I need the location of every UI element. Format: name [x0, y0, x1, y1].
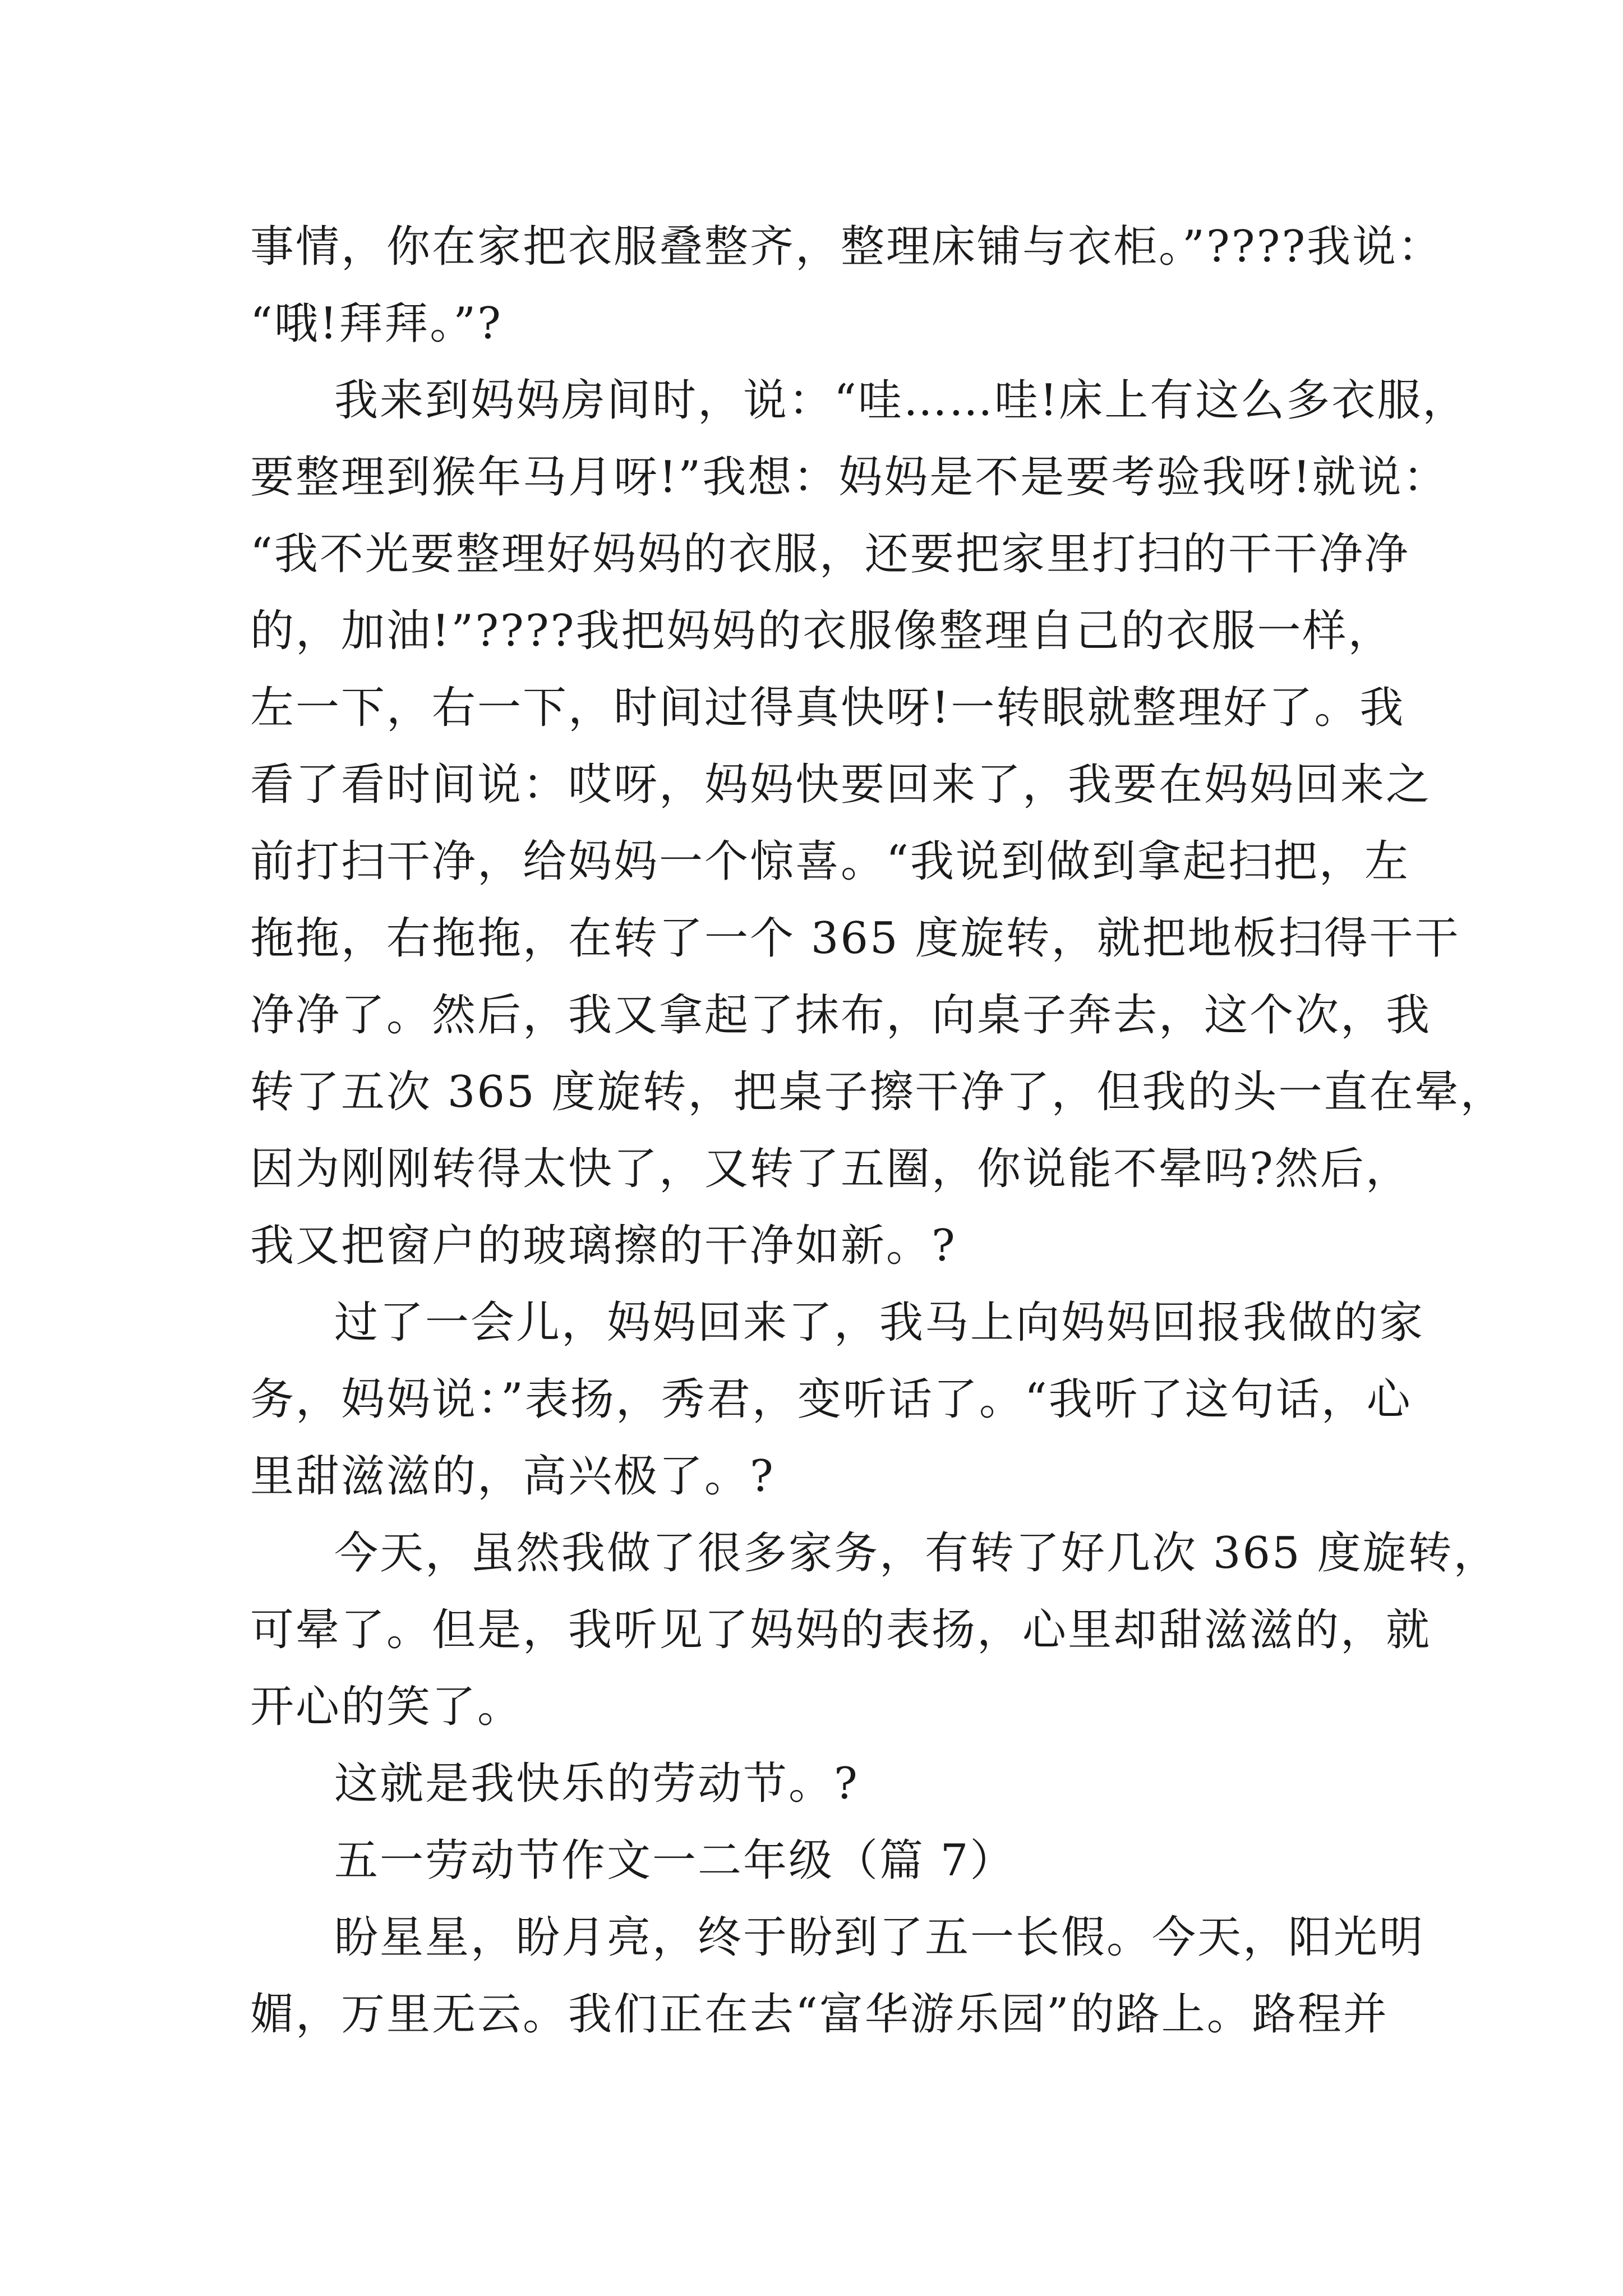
document-body: [250, 209, 1506, 2053]
text-line: 左一下，右一下，时间过得真快呀!一转眼就整理好了。我: [250, 683, 1405, 733]
text-line: 的，加油!”????我把妈妈的衣服像整理自己的衣服一样，: [250, 606, 1394, 656]
text-line: “我不光要整理好妈妈的衣服，还要把家里打扫的干干净净: [250, 529, 1410, 579]
text-line: 净净了。然后，我又拿起了抹布，向桌子奔去，这个次，我: [250, 990, 1432, 1041]
text-line: 媚，万里无云。我们正在去“富华游乐园”的路上。路程并: [250, 1989, 1389, 2040]
text-line: 可晕了。但是，我听见了妈妈的表扬，心里却甜滋滋的，就: [250, 1605, 1432, 1655]
text-line: 这就是我快乐的劳动节。?: [334, 1759, 859, 1809]
text-line: 看了看时间说：哎呀，妈妈快要回来了，我要在妈妈回来之: [250, 760, 1432, 810]
text-line: 拖拖，右拖拖，在转了一个 365 度旋转，就把地板扫得干干: [250, 913, 1460, 964]
text-line: 我又把窗户的玻璃擦的干净如新。?: [250, 1221, 957, 1271]
text-line: 因为刚刚转得太快了，又转了五圈，你说能不晕吗?然后，: [250, 1144, 1411, 1194]
text-line: 事情，你在家把衣服叠整齐，整理床铺与衣柜。”????我说：: [250, 222, 1444, 272]
text-line: 过了一会儿，妈妈回来了，我马上向妈妈回报我做的家: [334, 1297, 1425, 1348]
text-line: 前打扫干净，给妈妈一个惊喜。“我说到做到拿起扫把，左: [250, 836, 1410, 887]
text-line: 转了五次 365 度旋转，把桌子擦干净了，但我的头一直在晕，: [250, 1067, 1506, 1117]
text-line: 今天，虽然我做了很多家务，有转了好几次 365 度旋转，: [334, 1528, 1499, 1579]
text-line: 我来到妈妈房间时，说：“哇……哇!床上有这么多衣服，: [334, 375, 1468, 426]
text-line: 务，妈妈说：”表扬，秀君，变听话了。“我听了这句话，心: [250, 1374, 1412, 1425]
text-line: 里甜滋滋的，高兴极了。?: [250, 1451, 775, 1502]
text-line: 开心的笑了。: [250, 1682, 523, 1732]
text-line: “哦!拜拜。”?: [250, 298, 502, 349]
text-line: 要整理到猴年马月呀!”我想：妈妈是不是要考验我呀!就说：: [250, 452, 1449, 503]
text-line: 盼星星，盼月亮，终于盼到了五一长假。今天，阳光明: [334, 1912, 1425, 1963]
text-line: 五一劳动节作文一二年级（篇 7）: [334, 1835, 1016, 1886]
